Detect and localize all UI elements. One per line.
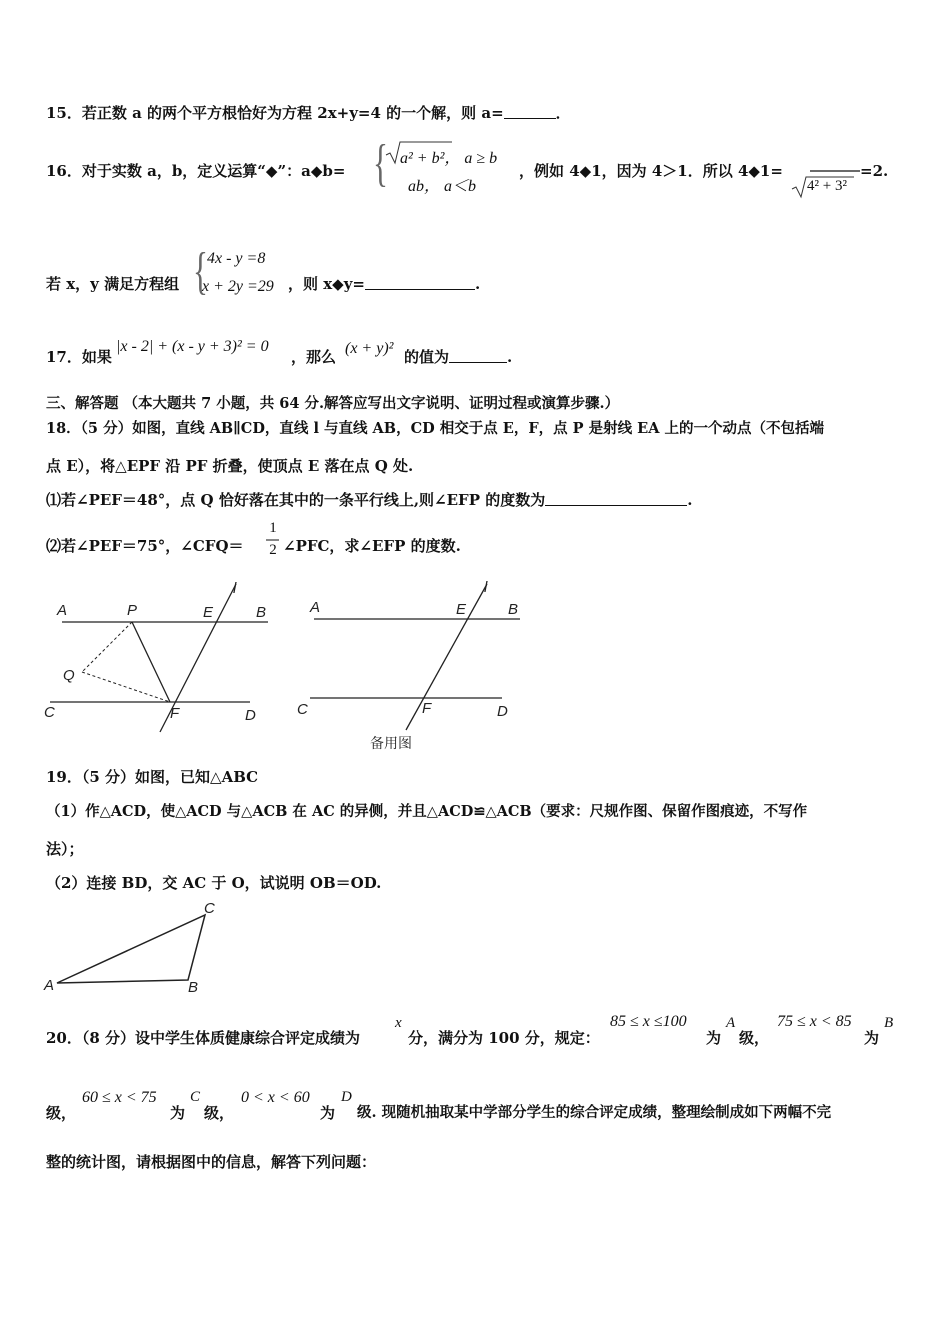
q16-system-brace: { [193,243,208,300]
q16-answer-blank[interactable] [365,275,475,290]
label-l: l [233,580,237,597]
q19-line4: （2）连接 BD，交 AC 于 O，试说明 OB＝OD. [46,874,382,892]
q20-wei-2: 为 [864,1029,880,1047]
q18-part2-prefix: ⑵若∠PEF＝75°，∠CFQ＝ [46,537,244,555]
label-B: B [188,979,199,996]
q15-line [46,103,571,123]
label-A: A [44,977,55,994]
q19-line3: 法）； [46,840,84,858]
q18-part1-text: ⑴若∠PEF＝48°，点 Q 恰好落在其中的一条平行线上,则∠EFP 的度数为 [46,491,546,509]
q18-figure-1 [40,580,280,730]
q16-case2: ab， a＜b [408,178,477,195]
segment-PQ [82,622,132,672]
label-Q: Q [63,667,75,684]
q15-answer-blank[interactable] [504,104,556,119]
q18-frac-bar [266,539,280,541]
label-C: C [204,900,215,917]
q18-part1 [46,490,692,510]
q18-line2: 点 E），将△EPF 沿 PF 折叠，使顶点 E 落在点 Q 处. [46,457,414,475]
q18-frac-den: 2 [269,542,277,558]
q20-prefix: 20．（8 分）设中学生体质健康综合评定成绩为 [46,1029,361,1047]
q19-line1: 19．（5 分）如图，已知△ABC [46,768,259,786]
q17-equation: |x - 2| + (x - y + 3)² = 0 [116,338,269,355]
segment-PF [132,622,170,702]
q19-figure-triangle [40,898,230,998]
q18-answer-blank[interactable] [545,491,687,506]
q20-range-c: 60 ≤ x < 75 [82,1089,157,1106]
q15-suffix: ． [555,104,571,122]
label-C: C [44,704,55,721]
q17-tail [404,347,512,367]
q16-system-eq2: x + 2y =29 [202,278,274,295]
q17-suffix: 的值为 [404,348,450,366]
label-C: C [297,701,308,718]
label-B: B [508,601,519,618]
label-D: D [497,703,508,720]
label-P: P [127,602,138,619]
q20-grade-a: A [726,1015,736,1031]
q17-answer-blank[interactable] [449,348,507,363]
q18-figure-2 [290,580,530,755]
q20-wei-3: 为 [170,1104,186,1122]
q20-line2-rest: 级. 现随机抽取某中学部分学生的综合评定成绩，整理绘制成如下两幅不完 [357,1104,832,1121]
label-B: B [256,604,267,621]
q20-part-a: 分，满分为 100 分，规定： [408,1029,600,1047]
q18-frac-num: 1 [269,520,277,536]
label-D: D [245,707,256,724]
q19-line2: （1）作△ACD，使△ACD 与△ACB 在 AC 的异侧，并且△ACD≌△ACB（要求：尺规作图、保留作图痕迹，不写作 [46,803,808,820]
q16-sqrt-expr: 4² + 3² [807,178,847,194]
label-A: A [310,599,321,616]
q16-brace: { [373,135,388,192]
q18-part2-suffix: ∠PFC，求∠EFP 的度数. [283,537,461,555]
q16-prefix: 16．对于实数 a，b，定义运算“◆”：a◆b= [46,162,346,180]
q20-range-b: 75 ≤ x < 85 [777,1013,852,1030]
label-l: l [484,579,488,596]
label-E: E [203,604,214,621]
label-F: F [170,705,180,722]
q20-range-a: 85 ≤ x ≤100 [610,1013,687,1030]
q20-ji-2: 级， [204,1104,235,1122]
q17-end: . [507,348,513,366]
q16-line2-tail [288,274,480,294]
q16-case1: a² + b²， a ≥ b [400,150,498,167]
q16-line2-suffix: ，则 x◆y= [288,275,365,293]
q16-line2-end: . [475,275,481,293]
q20-wei-1: 为 [706,1029,722,1047]
q17-prefix: 17．如果 [46,348,112,366]
q20-ji-1: 级， [739,1029,770,1047]
q16-system-eq1: 4x - y =8 [207,250,266,267]
q16-line2-prefix: 若 x，y 满足方程组 [46,275,180,293]
q20-wei-4: 为 [320,1104,336,1122]
label-E: E [456,601,467,618]
triangle-ABC [57,915,205,983]
q17-middle: ，那么 [291,348,337,366]
line-l [406,584,487,730]
q17-expr: (x + y)² [345,340,394,357]
label-F: F [422,700,432,717]
figure-caption: 备用图 [370,736,412,752]
q20-range-d: 0 < x < 60 [241,1089,310,1106]
q20-grade-d: D [341,1089,352,1105]
q16-example: ，例如 4◆1，因为 4＞1．所以 4◆1= [519,162,783,180]
q15-prefix: 15．若正数 a 的两个平方根恰好为方程 2x+y=4 的一个解，则 a= [46,104,504,122]
q20-var-x: x [395,1015,402,1031]
segment-QF [82,672,170,702]
section3-heading: 三、解答题 （本大题共 7 小题，共 64 分.解答应写出文字说明、证明过程或演算步骤.） [46,395,620,412]
q16-result: =2. [860,162,889,180]
q20-line3: 整的统计图，请根据图中的信息，解答下列问题： [46,1153,377,1171]
q18-line1: 18．（5 分）如图，直线 AB∥CD，直线 l 与直线 AB，CD 相交于点 E，F，点 P 是射线 EA 上的一个动点（不包括端 [46,420,825,437]
q20-line2-ji: 级， [46,1104,77,1122]
q20-grade-b: B [884,1015,894,1031]
q18-part1-end: . [687,491,693,509]
q20-grade-c: C [190,1089,201,1105]
label-A: A [57,602,68,619]
